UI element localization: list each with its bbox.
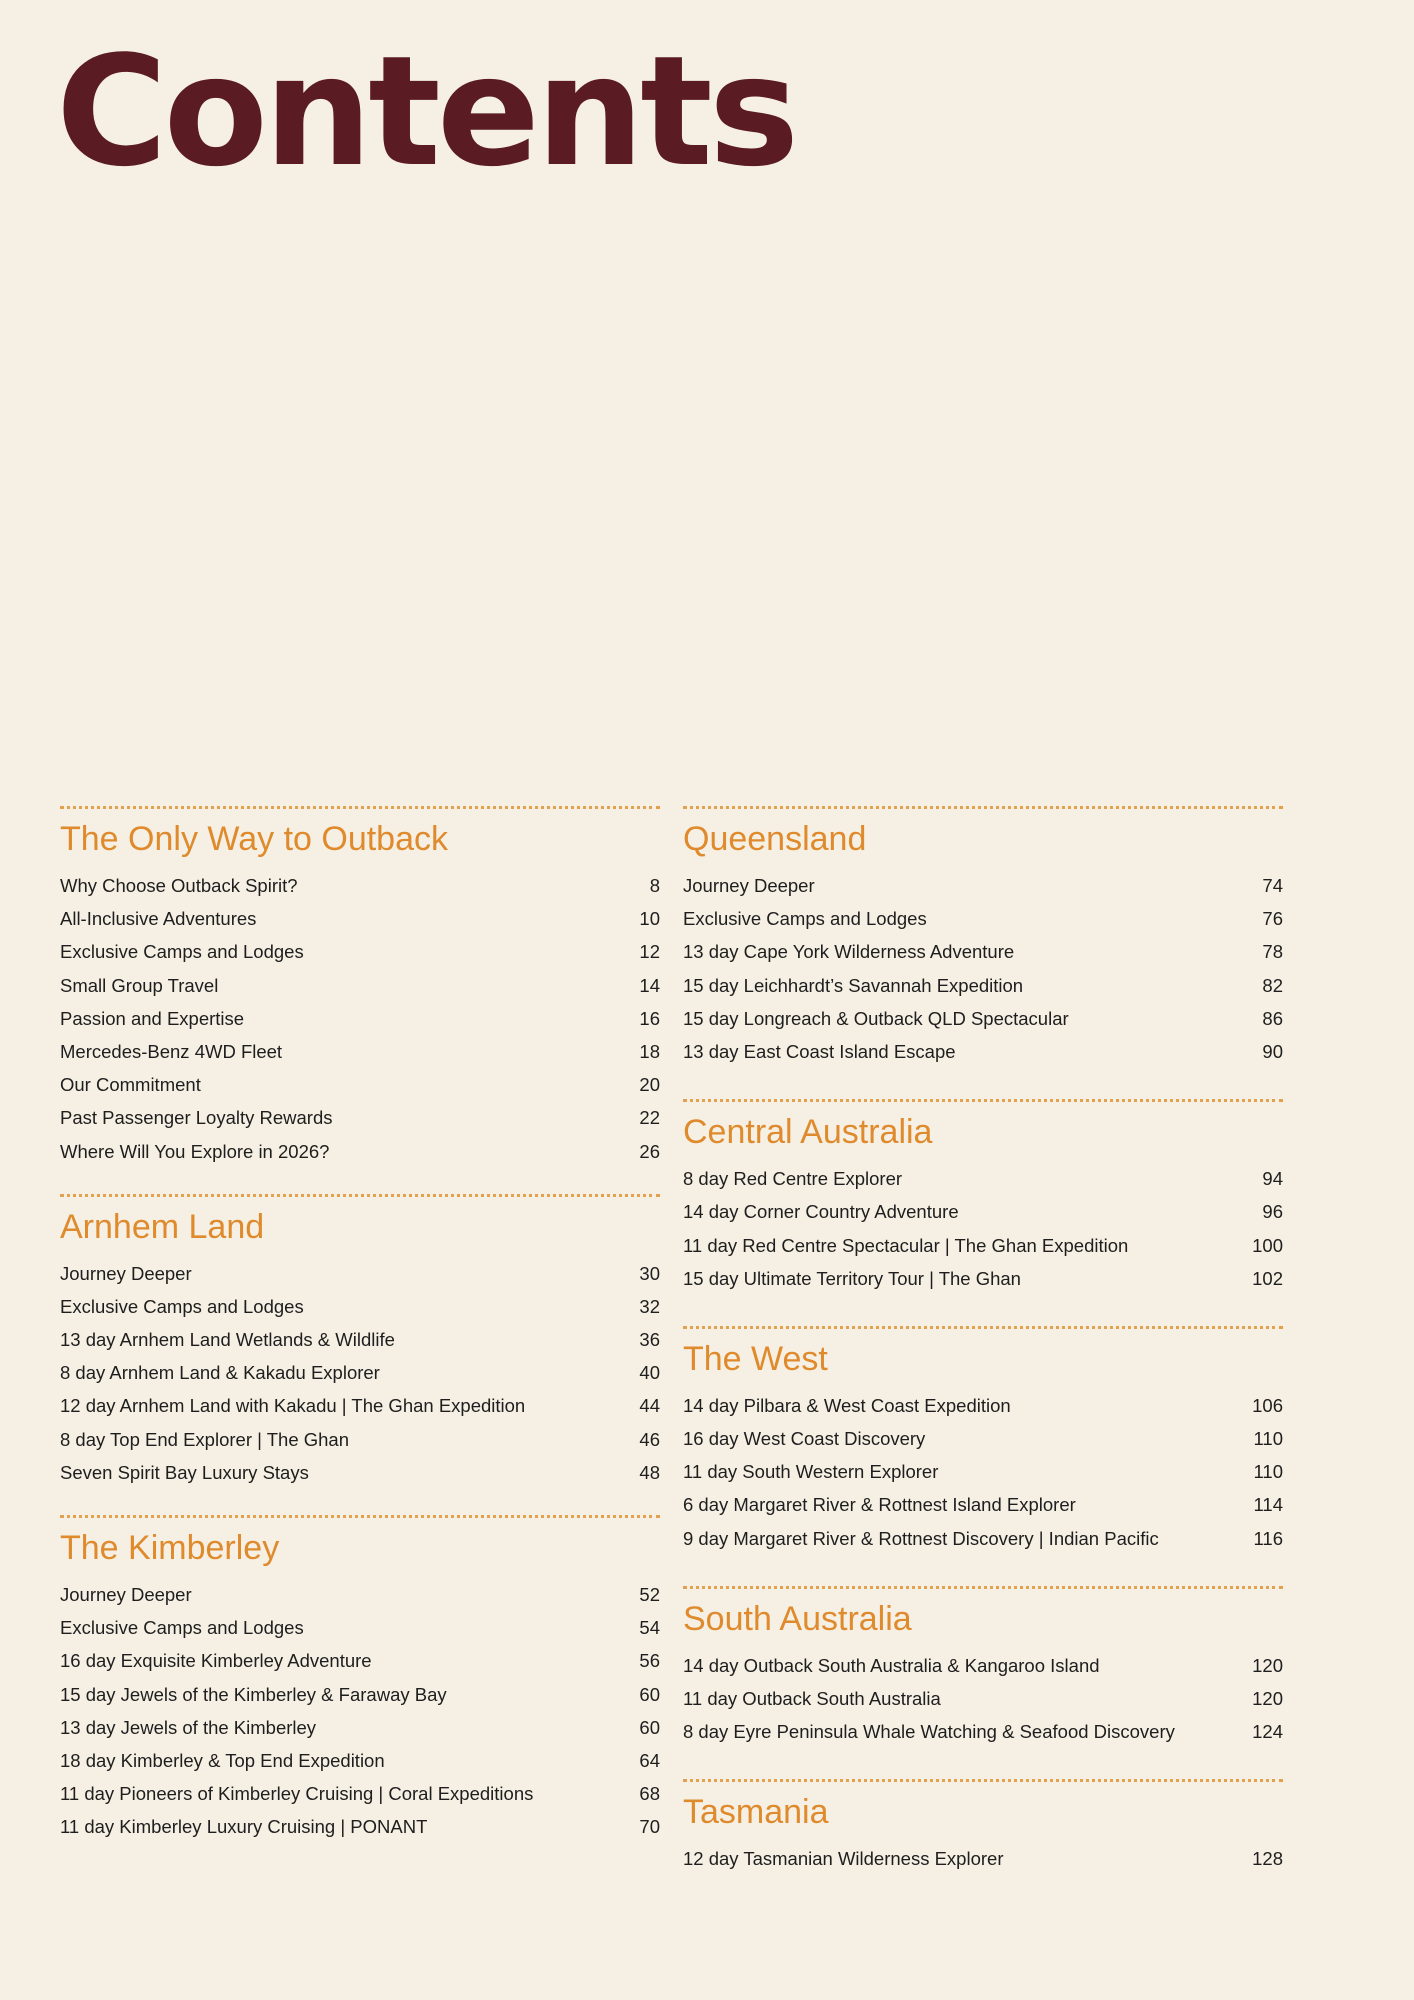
entry-title: 8 day Top End Explorer | The Ghan xyxy=(60,1428,349,1450)
entry-title: 11 day Pioneers of Kimberley Cruising | Coral Expeditions xyxy=(60,1783,534,1805)
entry-title: 13 day Cape York Wilderness Adventure xyxy=(683,941,1015,963)
toc-entry[interactable] xyxy=(60,1423,660,1456)
entry-page-number: 74 xyxy=(1262,875,1283,896)
entry-title: Our Commitment xyxy=(60,1074,201,1096)
contents-column-right xyxy=(683,806,1283,1876)
entry-title: 12 day Tasmanian Wilderness Explorer xyxy=(683,1848,1004,1870)
entry-title: 15 day Leichhardt’s Savannah Expedition xyxy=(683,974,1024,996)
toc-entry[interactable] xyxy=(60,1611,660,1644)
entry-page-number: 90 xyxy=(1262,1040,1283,1062)
toc-entry[interactable] xyxy=(60,1135,660,1168)
entry-page-number: 110 xyxy=(1253,1461,1283,1483)
toc-entry[interactable] xyxy=(683,1455,1283,1488)
section-heading: Queensland xyxy=(683,820,867,858)
toc-entry[interactable] xyxy=(683,1422,1283,1455)
entry-page-number: 60 xyxy=(639,1716,660,1738)
entry-title: 8 day Red Centre Explorer xyxy=(683,1168,903,1190)
entry-page-number: 26 xyxy=(639,1140,660,1162)
entry-title: 12 day Arnhem Land with Kakadu | The Ghan Expedition xyxy=(60,1395,526,1417)
entry-list xyxy=(60,1257,660,1489)
entry-page-number: 52 xyxy=(639,1584,660,1605)
entry-title: 8 day Eyre Peninsula Whale Watching & Seafood Discovery xyxy=(683,1721,1175,1743)
entry-title: 13 day Arnhem Land Wetlands & Wildlife xyxy=(60,1329,395,1351)
entry-page-number: 116 xyxy=(1253,1527,1283,1549)
entry-title: Exclusive Camps and Lodges xyxy=(60,941,304,963)
entry-page-number: 86 xyxy=(1262,1007,1283,1029)
entry-title: 14 day Corner Country Adventure xyxy=(683,1201,959,1223)
entry-page-number: 46 xyxy=(639,1428,660,1450)
toc-entry[interactable] xyxy=(60,1456,660,1489)
section-queensland xyxy=(683,806,1283,1068)
entry-title: 16 day Exquisite Kimberley Adventure xyxy=(60,1650,372,1672)
toc-entry[interactable] xyxy=(683,1262,1283,1295)
entry-title: Past Passenger Loyalty Rewards xyxy=(60,1107,333,1129)
entry-page-number: 8 xyxy=(649,875,660,896)
entry-page-number: 16 xyxy=(639,1007,660,1029)
toc-entry[interactable] xyxy=(60,1035,660,1068)
toc-entry[interactable] xyxy=(60,1257,660,1290)
page-title: Contents xyxy=(56,23,796,200)
entry-list xyxy=(683,1842,1283,1875)
section-the-kimberley xyxy=(60,1515,660,1844)
toc-entry[interactable] xyxy=(60,1678,660,1711)
toc-entry[interactable] xyxy=(60,1389,660,1422)
entry-title: 15 day Ultimate Territory Tour | The Ghan xyxy=(683,1267,1021,1289)
toc-entry[interactable] xyxy=(60,1810,660,1843)
entry-page-number: 14 xyxy=(639,974,660,996)
entry-title: Exclusive Camps and Lodges xyxy=(60,1295,304,1317)
entry-page-number: 36 xyxy=(639,1329,660,1351)
toc-entry[interactable] xyxy=(683,902,1283,935)
toc-entry[interactable] xyxy=(683,1522,1283,1555)
entry-page-number: 120 xyxy=(1252,1688,1283,1709)
toc-entry[interactable] xyxy=(60,1777,660,1810)
entry-page-number: 124 xyxy=(1252,1721,1283,1743)
entry-page-number: 64 xyxy=(639,1749,660,1771)
section-arnhem-land xyxy=(60,1194,660,1489)
entry-title: Journey Deeper xyxy=(60,1262,192,1284)
entry-page-number: 10 xyxy=(639,908,660,930)
entry-title: 18 day Kimberley & Top End Expedition xyxy=(60,1749,385,1771)
section-the-only-way-to-outback xyxy=(60,806,660,1168)
toc-entry[interactable] xyxy=(683,1389,1283,1422)
toc-entry[interactable] xyxy=(683,1035,1283,1068)
entry-title: 9 day Margaret River & Rottnest Discovery | Indian Pacific xyxy=(683,1527,1159,1549)
entry-page-number: 82 xyxy=(1262,974,1283,996)
toc-entry[interactable] xyxy=(683,1682,1283,1715)
entry-title: 15 day Longreach & Outback QLD Spectacular xyxy=(683,1007,1069,1029)
section-tasmania xyxy=(683,1779,1283,1875)
entry-page-number: 56 xyxy=(639,1650,660,1672)
toc-entry[interactable] xyxy=(683,869,1283,902)
toc-entry[interactable] xyxy=(683,1162,1283,1195)
entry-title: Exclusive Camps and Lodges xyxy=(683,908,927,930)
entry-title: 14 day Outback South Australia & Kangaroo Island xyxy=(683,1654,1100,1676)
entry-page-number: 68 xyxy=(639,1783,660,1805)
entry-title: Seven Spirit Bay Luxury Stays xyxy=(60,1461,309,1483)
toc-entry[interactable] xyxy=(60,1101,660,1134)
entry-page-number: 18 xyxy=(639,1040,660,1062)
toc-entry[interactable] xyxy=(60,1002,660,1035)
entry-title: 8 day Arnhem Land & Kakadu Explorer xyxy=(60,1362,380,1384)
entry-title: Small Group Travel xyxy=(60,974,219,996)
section-the-west xyxy=(683,1326,1283,1555)
toc-entry[interactable] xyxy=(60,1578,660,1611)
section-heading: South Australia xyxy=(683,1599,912,1638)
entry-page-number: 54 xyxy=(639,1617,660,1639)
entry-page-number: 96 xyxy=(1262,1201,1283,1223)
entry-page-number: 78 xyxy=(1262,941,1283,963)
entry-title: Where Will You Explore in 2026? xyxy=(60,1140,330,1162)
entry-page-number: 70 xyxy=(639,1816,660,1838)
entry-title: Mercedes-Benz 4WD Fleet xyxy=(60,1040,283,1062)
entry-list xyxy=(683,1162,1283,1295)
entry-page-number: 110 xyxy=(1253,1428,1283,1450)
entry-page-number: 48 xyxy=(639,1461,660,1483)
entry-title: Journey Deeper xyxy=(60,1584,192,1605)
entry-title: Passion and Expertise xyxy=(60,1007,245,1029)
entry-title: Why Choose Outback Spirit? xyxy=(60,875,298,896)
entry-page-number: 44 xyxy=(639,1395,660,1417)
entry-title: 11 day South Western Explorer xyxy=(683,1461,939,1483)
entry-title: 16 day West Coast Discovery xyxy=(683,1428,926,1450)
toc-entry[interactable] xyxy=(60,1356,660,1389)
toc-entry[interactable] xyxy=(683,1229,1283,1262)
section-south-australia xyxy=(683,1586,1283,1749)
entry-list xyxy=(683,1389,1283,1555)
toc-entry[interactable] xyxy=(60,935,660,968)
section-heading: The West xyxy=(683,1339,828,1378)
entry-title: 13 day East Coast Island Escape xyxy=(683,1040,956,1062)
section-central-australia xyxy=(683,1099,1283,1295)
entry-title: 14 day Pilbara & West Coast Expedition xyxy=(683,1394,1011,1416)
entry-title: 6 day Margaret River & Rottnest Island Explorer xyxy=(683,1494,1076,1516)
contents-column-left xyxy=(60,806,660,1844)
entry-list xyxy=(683,869,1283,1068)
toc-entry[interactable] xyxy=(60,1068,660,1101)
toc-entry[interactable] xyxy=(60,1290,660,1323)
entry-page-number: 40 xyxy=(639,1362,660,1384)
entry-page-number: 30 xyxy=(639,1262,660,1284)
toc-entry[interactable] xyxy=(683,969,1283,1002)
toc-entry[interactable] xyxy=(60,902,660,935)
toc-entry[interactable] xyxy=(683,1488,1283,1521)
entry-page-number: 100 xyxy=(1252,1234,1283,1256)
entry-page-number: 12 xyxy=(639,941,660,963)
entry-page-number: 120 xyxy=(1252,1654,1283,1676)
entry-page-number: 76 xyxy=(1262,908,1283,930)
entry-page-number: 60 xyxy=(639,1683,660,1705)
toc-entry[interactable] xyxy=(60,1323,660,1356)
section-heading: Tasmania xyxy=(683,1793,829,1832)
entry-title: 11 day Outback South Australia xyxy=(683,1688,941,1709)
toc-entry[interactable] xyxy=(683,1649,1283,1682)
entry-page-number: 20 xyxy=(639,1074,660,1096)
section-heading: Arnhem Land xyxy=(60,1207,265,1246)
entry-title: All-Inclusive Adventures xyxy=(60,908,257,930)
toc-entry[interactable] xyxy=(60,1711,660,1744)
toc-entry[interactable] xyxy=(60,1644,660,1677)
entry-page-number: 114 xyxy=(1253,1494,1283,1516)
toc-entry[interactable] xyxy=(60,1744,660,1777)
entry-title: 13 day Jewels of the Kimberley xyxy=(60,1716,317,1738)
entry-list xyxy=(683,1649,1283,1749)
entry-page-number: 94 xyxy=(1262,1168,1283,1190)
section-heading: Central Australia xyxy=(683,1113,933,1152)
toc-entry[interactable] xyxy=(683,935,1283,968)
toc-entry[interactable] xyxy=(683,1715,1283,1748)
entry-list xyxy=(60,869,660,1168)
entry-title: Journey Deeper xyxy=(683,875,815,896)
toc-entry[interactable] xyxy=(60,969,660,1002)
entry-list xyxy=(60,1578,660,1844)
entry-page-number: 106 xyxy=(1252,1394,1283,1416)
section-heading: The Kimberley xyxy=(60,1529,280,1567)
entry-page-number: 32 xyxy=(639,1295,660,1317)
entry-title: Exclusive Camps and Lodges xyxy=(60,1617,304,1639)
entry-title: 15 day Jewels of the Kimberley & Faraway Bay xyxy=(60,1683,447,1705)
toc-entry[interactable] xyxy=(683,1195,1283,1228)
section-heading: The Only Way to Outback xyxy=(60,820,448,858)
entry-page-number: 102 xyxy=(1252,1267,1283,1289)
toc-entry[interactable] xyxy=(683,1002,1283,1035)
toc-entry[interactable] xyxy=(683,1842,1283,1875)
entry-page-number: 128 xyxy=(1252,1848,1283,1870)
entry-title: 11 day Red Centre Spectacular | The Ghan Expedition xyxy=(683,1234,1129,1256)
entry-page-number: 22 xyxy=(639,1107,660,1129)
toc-entry[interactable] xyxy=(60,869,660,902)
entry-title: 11 day Kimberley Luxury Cruising | PONANT xyxy=(60,1816,428,1838)
